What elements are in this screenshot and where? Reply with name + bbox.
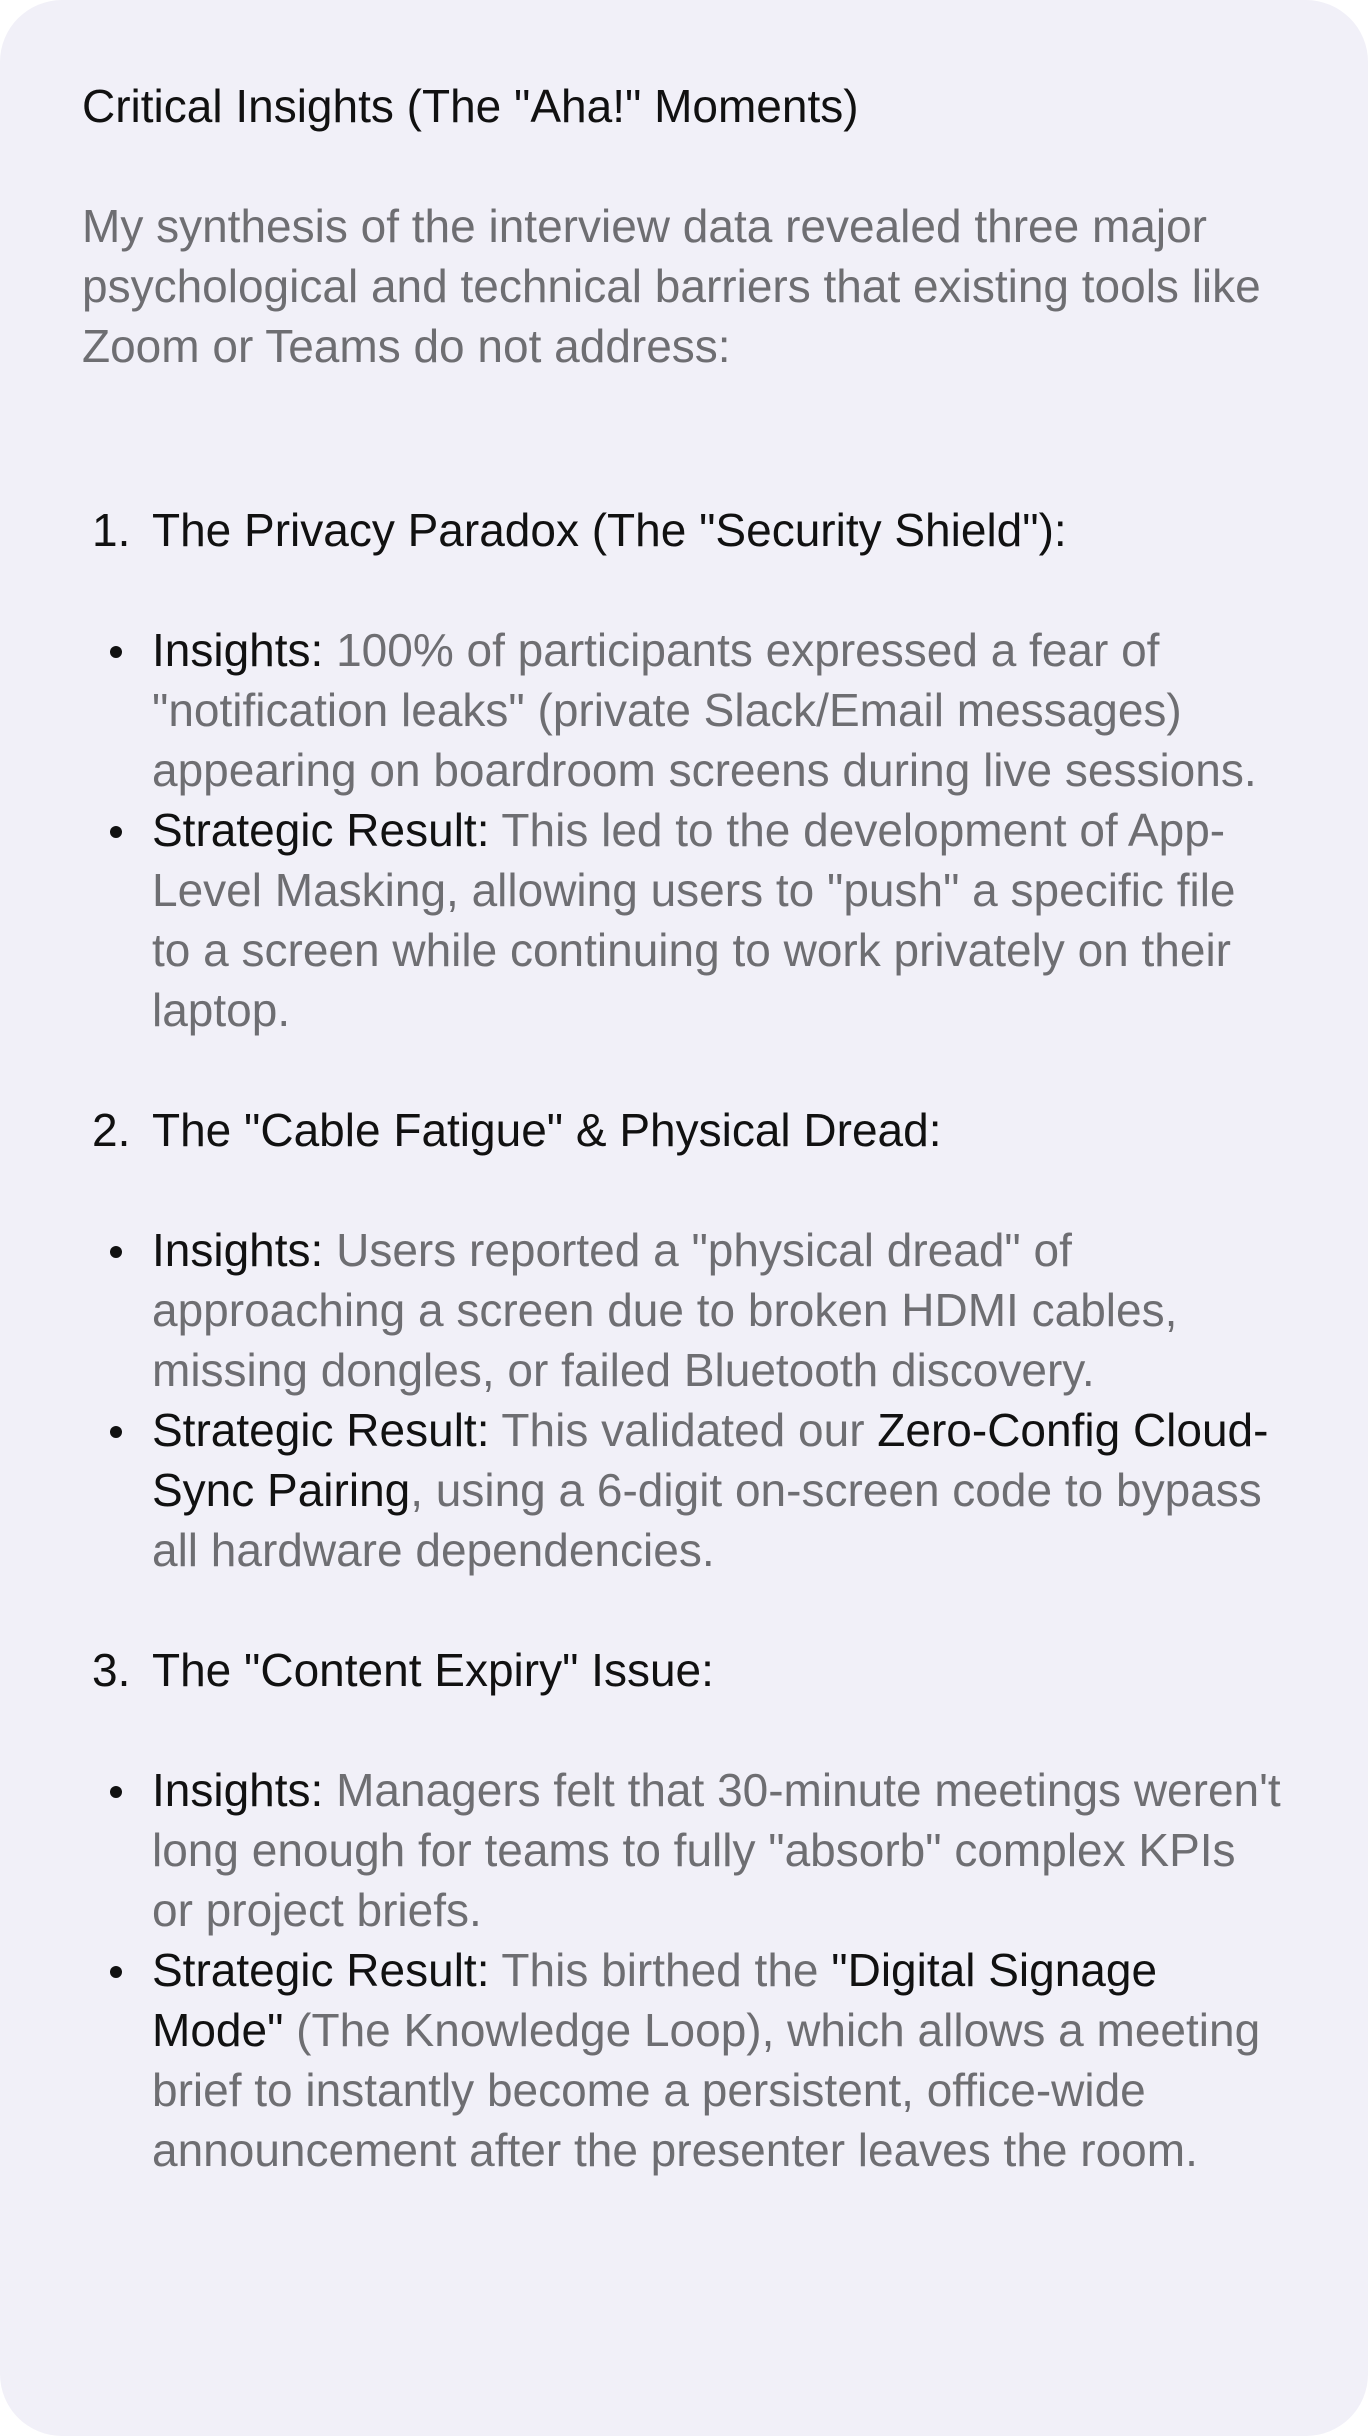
insight-heading-text: The "Content Expiry" Issue:	[152, 1644, 714, 1696]
bullet-dot-icon	[110, 1786, 122, 1798]
insight-point	[82, 1220, 1286, 1400]
insight-heading	[82, 1640, 1286, 1700]
bullet-dot-icon	[110, 646, 122, 658]
insight-heading-text: The Privacy Paradox (The "Security Shield"):	[152, 504, 1067, 556]
insight-points	[82, 620, 1286, 1040]
insights-list	[82, 500, 1286, 2180]
strategic-result-point	[82, 800, 1286, 1040]
insight-item-content-expiry	[82, 1640, 1286, 2180]
insight-point	[82, 1760, 1286, 1940]
bullet-dot-icon	[110, 1246, 122, 1258]
strategic-result-point	[82, 1940, 1286, 2180]
insight-text: Users reported a "physical dread" of approaching a screen due to broken HDMI cables, missing dongles, or failed Bluetooth discovery.	[152, 1224, 1178, 1396]
insight-points	[82, 1760, 1286, 2180]
list-number: 3.	[92, 1644, 131, 1696]
insight-heading-text: The "Cable Fatigue" & Physical Dread:	[152, 1104, 942, 1156]
insight-heading	[82, 1100, 1286, 1160]
result-label: Strategic Result:	[152, 1944, 490, 1996]
result-text: This validated our	[489, 1404, 878, 1456]
result-text: This led to the development of App-Level Masking, allowing users to "push" a specific file to a screen while continuing to work privately on their laptop.	[152, 804, 1236, 1036]
result-label: Strategic Result:	[152, 804, 490, 856]
insight-points	[82, 1220, 1286, 1580]
result-highlight: "Digital Signage Mode"	[152, 1944, 1158, 2056]
bullet-dot-icon	[110, 1966, 122, 1978]
insight-heading	[82, 500, 1286, 560]
bullet-dot-icon	[110, 1426, 122, 1438]
insight-label: Insights:	[152, 624, 324, 676]
insight-point	[82, 620, 1286, 800]
section-title: Critical Insights (The "Aha!" Moments)	[82, 80, 859, 132]
strategic-result-point	[82, 1400, 1286, 1580]
insight-item-cable-fatigue	[82, 1100, 1286, 1580]
insight-item-privacy	[82, 500, 1286, 1040]
insight-text: 100% of participants expressed a fear of "notification leaks" (private Slack/Email messages) appearing on boardroom screens during live sessions.	[152, 624, 1257, 796]
insight-text: Managers felt that 30-minute meetings weren't long enough for teams to fully "absorb" complex KPIs or project briefs.	[152, 1764, 1281, 1936]
result-text-continued: , using a 6-digit on-screen code to bypass all hardware dependencies.	[152, 1464, 1262, 1576]
result-highlight: Zero-Config Cloud-Sync Pairing	[152, 1404, 1269, 1516]
list-number: 1.	[92, 504, 131, 556]
result-text: This birthed the	[489, 1944, 832, 1996]
result-label: Strategic Result:	[152, 1404, 490, 1456]
insight-label: Insights:	[152, 1764, 324, 1816]
intro-paragraph: My synthesis of the interview data revealed three major psychological and technical barriers that existing tools like Zoom or Teams do not address:	[82, 200, 1261, 372]
result-text-continued: (The Knowledge Loop), which allows a meeting brief to instantly become a persistent, office-wide announcement after the presenter leaves the room.	[152, 2004, 1261, 2176]
insight-label: Insights:	[152, 1224, 324, 1276]
list-number: 2.	[92, 1104, 131, 1156]
bullet-dot-icon	[110, 826, 122, 838]
